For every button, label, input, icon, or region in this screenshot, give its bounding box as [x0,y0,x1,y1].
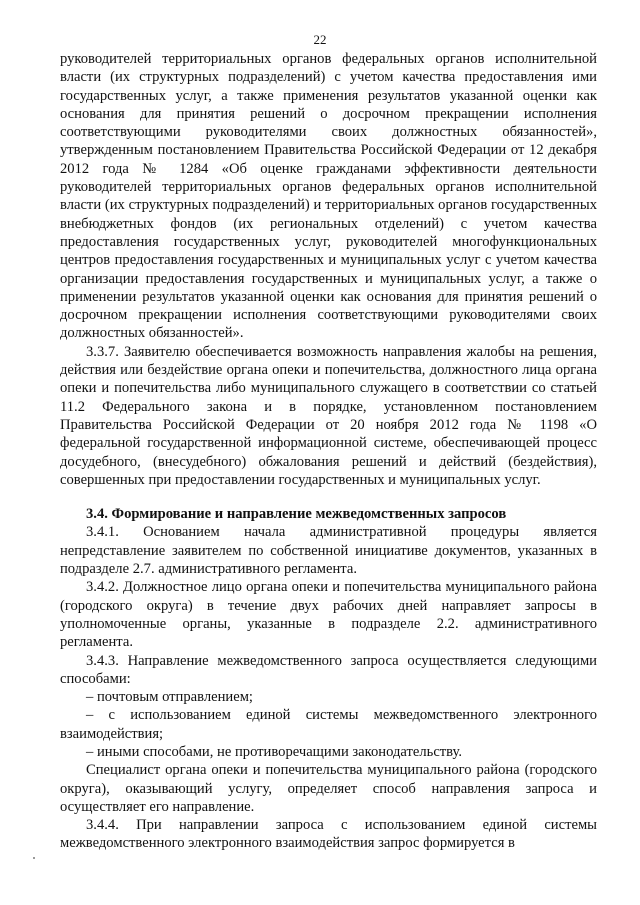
list-item-mail: – почтовым отправлением; [86,689,253,706]
paragraph-3-4-2: 3.4.2. Должностное лицо органа опеки и попечительства муниципального района (городского округа) в течение двух рабочих дней направляет запросы в уполномоченные органы, указанные в подразделе 2.2. административного регламента. [60,579,597,651]
paragraph-3-4-1: 3.4.1. Основанием начала административной процедуры является непредставление заявителем по собственной инициативе документов, указанных в подразделе 2.7. административного регламента. [60,524,597,578]
document-body [60,50,597,853]
section-heading-3-4: 3.4. Формирование и направление межведомственных запросов [86,506,507,523]
paragraph-3-4-4: 3.4.4. При направлении запроса с использованием единой системы межведомственного электронного взаимодействия запрос формируется в [60,817,597,852]
paragraph-3-4-3: 3.4.3. Направление межведомственного запроса осуществляется следующими способами: [60,652,597,687]
paragraph-continued: руководителей территориальных органов федеральных органов исполнительной власти (их структурных подразделений) с учетом качества предоставления ими государственных услуг, а также применения результатов указанной оценки как основания для принятия решений о досрочном прекращении исполнения соответствующими руководителями своих должностных обязанностей», утвержденным постановлением Правительства Российской Федерации от 12 декабря 2012 года № 1284 «Об оценке гражданами эффективности деятельности руководителей территориальных органов федеральных органов исполнительной власти (их структурных подразделений) и территориальных органов государственных внебюджетных фондов (их региональных отделений) с учетом качества предоставления государственных услуг, руководителей многофункциональных центров предоставления государственных и муниципальных услуг с учетом качества организации предоставления государственных и муниципальных услуг, а также о применении результатов указанной оценки как основания для принятия решений о досрочном прекращении исполнения соответствующими руководителями своих должностных обязанностей». [60,51,597,342]
list-item-electronic: – с использованием единой системы межведомственного электронного взаимодействия; [60,707,597,742]
paragraph-specialist: Специалист органа опеки и попечительства муниципального района (городского округа), оказывающий услугу, определяет способ направления запроса и осуществляет его направление. [60,762,597,815]
scan-dot-mark [33,857,35,859]
page-number: 22 [313,32,327,47]
paragraph-3-3-7: 3.3.7. Заявителю обеспечивается возможность направления жалобы на решения, действия или бездействие органа опеки и попечительства, должностного лица органа опеки и попечительства либо муниципального служащего в соответствии со статьей 11.2 Федерального закона и в порядке, установленном постановлением Правительства Российской Федерации от 20 ноября 2012 года № 1198 «О федеральной государственной информационной системе, обеспечивающей процесс досудебного, (внесудебного) обжалования решений и действий (бездействия), совершенных при предоставлении государственных и муниципальных услуг. [60,343,597,488]
list-item-other: – иными способами, не противоречащими законодательству. [86,743,463,760]
